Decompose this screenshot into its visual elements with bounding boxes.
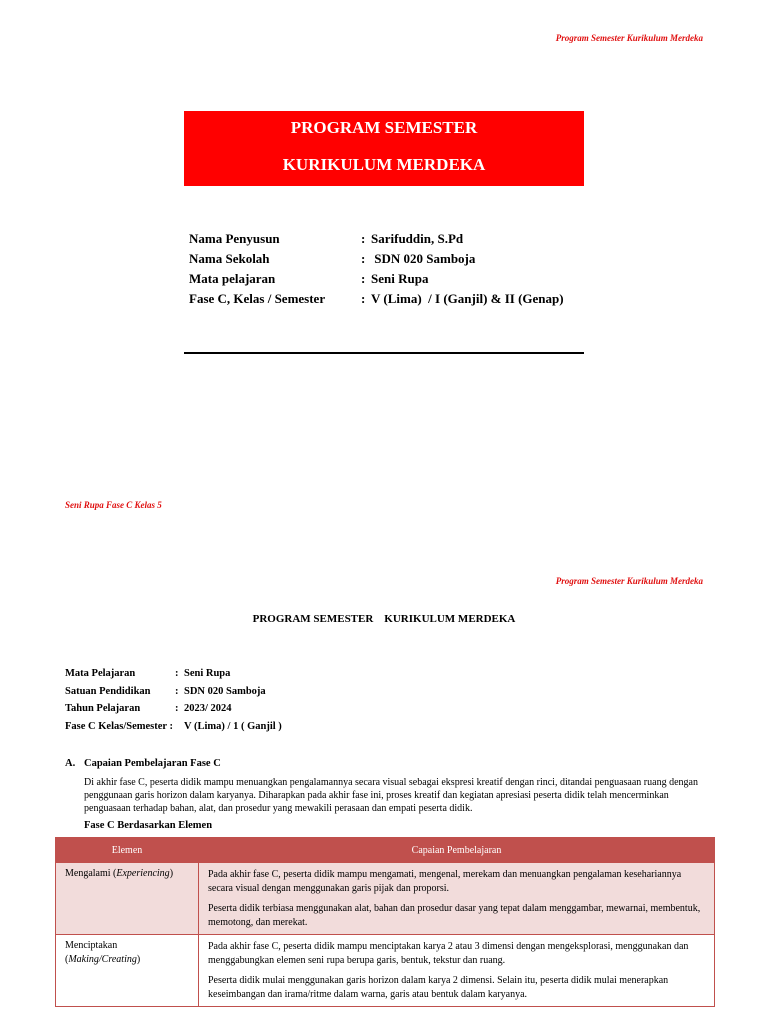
meta-label: Fase C Kelas/Semester : [65, 721, 173, 732]
cover-title-box [184, 111, 584, 186]
info-value: Seni Rupa [371, 271, 429, 286]
meta-colon: : [175, 703, 179, 714]
page-title: PROGRAM SEMESTER KURIKULUM MERDEKA [252, 613, 516, 625]
section-subheading: Fase C Berdasarkan Elemen [84, 820, 213, 831]
info-colon: : [361, 291, 366, 306]
info-colon: : [361, 251, 366, 266]
info-value: Sarifuddin, S.Pd [371, 231, 464, 246]
elemen-cell [56, 935, 199, 1007]
capaian-paragraph: Peserta didik mulai menggunakan garis horizon dalam karya 2 dimensi. Selain itu, peserta didik mulai menerapkan keseimbangan dan irama/ritme dalam warna, garis atau bentuk dalam karyanya. [208, 975, 669, 1000]
elemen-name: Menciptakan [65, 940, 118, 951]
meta-label: Mata Pelajaran [65, 668, 136, 679]
cover-title-line1: PROGRAM SEMESTER [290, 118, 478, 137]
section-number: A. [65, 758, 76, 769]
footer-note: Seni Rupa Fase C Kelas 5 [65, 500, 162, 510]
capaian-cell [199, 935, 715, 1007]
meta-label: Tahun Pelajaran [65, 703, 141, 714]
capaian-table [55, 837, 715, 1007]
header-note: Program Semester Kurikulum Merdeka [555, 33, 703, 43]
table-row [56, 935, 715, 1007]
meta-label: Satuan Pendidikan [65, 686, 151, 697]
elemen-cell [56, 863, 199, 935]
meta-value: Seni Rupa [184, 668, 231, 679]
capaian-paragraph: Peserta didik terbiasa menggunakan alat, bahan dan prosedur dasar yang tepat dalam menggambar, mewarnai, membentuk, memotong, dan merekat. [208, 903, 701, 928]
capaian-paragraph: Pada akhir fase C, peserta didik mampu menciptakan karya 2 atau 3 dimensi dengan mengeksplorasi, menggunakan dan menggabungkan elemen seni rupa berupa garis, bentuk, tekstur dan ruang. [208, 941, 689, 966]
meta-value: 2023/ 2024 [184, 703, 232, 714]
section-paragraph: Di akhir fase C, peserta didik mampu menuangkan pengalamannya secara visual sebagai ekspresi kreatif dengan rinci, ditandai penguasaan ruang dengan penggunaan garis horizon dalam karyanya. Diharapkan pada akhir fase ini, proses kreatif dan kegiatan apresiasi peserta didik telah mencerminkan penguasaan terhadap bahan, alat, dan prosedur yang mewakili perasaan dan empati peserta didik. [84, 777, 698, 814]
info-value: V (Lima) / I (Ganjil) & II (Genap) [371, 291, 564, 306]
column-header-elemen: Elemen [56, 838, 199, 863]
elemen-name: Mengalami ( [65, 868, 117, 879]
info-label: Nama Sekolah [189, 251, 270, 266]
capaian-paragraph: Pada akhir fase C, peserta didik mampu mengamati, mengenal, merekam dan menuangkan pengalaman kesehariannya secara visual dengan menggunakan garis pijak dan proporsi. [208, 869, 682, 894]
meta-value: V (Lima) / 1 ( Ganjil ) [184, 721, 282, 732]
elemen-name-english: Experiencing [116, 868, 170, 879]
capaian-cell [199, 863, 715, 935]
elemen-name-english: Making/Creating [68, 954, 137, 965]
column-header-capaian: Capaian Pembelajaran [199, 838, 715, 863]
divider-line [184, 352, 584, 354]
elemen-name-open: ( [65, 954, 69, 965]
info-label: Mata pelajaran [189, 271, 276, 286]
info-value: SDN 020 Samboja [371, 251, 476, 266]
cover-title-line2: KURIKULUM MERDEKA [282, 155, 486, 174]
info-colon: : [361, 231, 366, 246]
section-title: Capaian Pembelajaran Fase C [84, 758, 221, 769]
table-row [56, 863, 715, 935]
meta-value: SDN 020 Samboja [184, 686, 266, 697]
info-label: Fase C, Kelas / Semester [189, 291, 326, 306]
meta-colon: : [175, 668, 179, 679]
elemen-name-close: ) [136, 954, 141, 965]
info-colon: : [361, 271, 366, 286]
meta-colon: : [175, 686, 179, 697]
header-note: Program Semester Kurikulum Merdeka [555, 576, 703, 586]
table-header-row [56, 838, 715, 863]
elemen-name-close: ) [169, 868, 174, 879]
info-label: Nama Penyusun [189, 231, 280, 246]
